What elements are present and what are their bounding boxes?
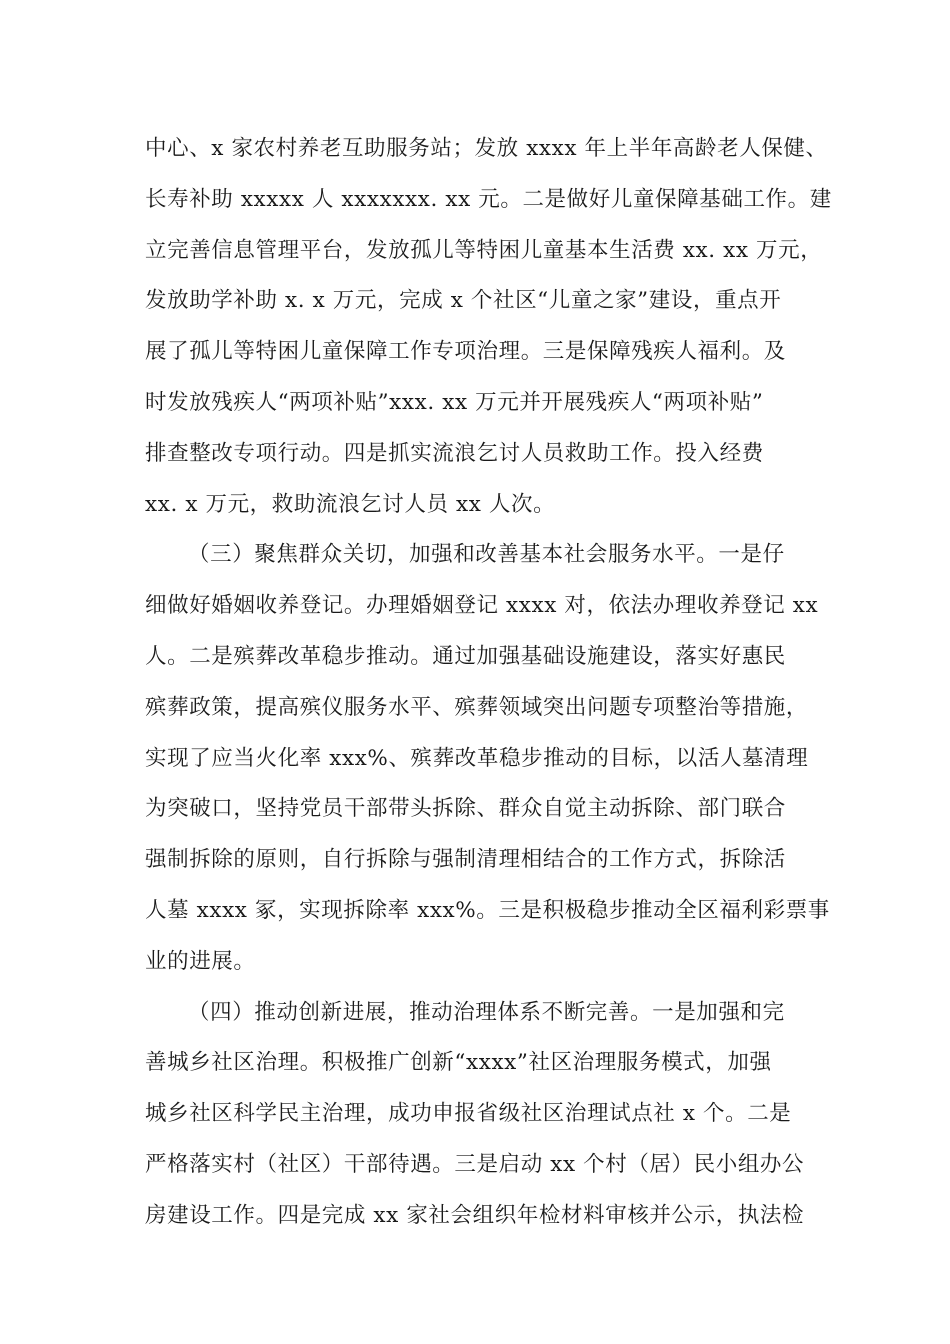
section-heading-line: （四）推动创新进展，推动治理体系不断完善。一是加强和完 — [188, 999, 785, 1025]
text-line: 中心、x 家农村养老互助服务站；发放 xxxx 年上半年高龄老人保健、 — [145, 136, 828, 161]
text-line: 时发放残疾人“两项补贴”xxx. xx 万元并开展残疾人“两项补贴” — [145, 389, 764, 415]
text-line: 人。二是殡葬改革稳步推动。通过加强基础设施建设，落实好惠民 — [145, 643, 786, 669]
text-line: 善城乡社区治理。积极推广创新“xxxx”社区治理服务模式，加强 — [145, 1050, 772, 1076]
text-line: 排查整改专项行动。四是抓实流浪乞讨人员救助工作。投入经费 — [145, 440, 764, 466]
text-line: 立完善信息管理平台，发放孤儿等特困儿童基本生活费 xx. xx 万元， — [145, 237, 823, 263]
text-line: 强制拆除的原则，自行拆除与强制清理相结合的工作方式，拆除活 — [145, 847, 786, 873]
text-line: 为突破口，坚持党员干部带头拆除、群众自觉主动拆除、部门联合 — [145, 796, 786, 822]
text-line: 实现了应当火化率 xxx%、殡葬改革稳步推动的目标，以活人墓清理 — [145, 745, 809, 771]
text-line: 人墓 xxxx 冢，实现拆除率 xxx%。三是积极稳步推动全区福利彩票事 — [145, 897, 830, 923]
text-line: 细做好婚姻收养登记。办理婚姻登记 xxxx 对，依法办理收养登记 xx — [145, 593, 819, 619]
text-line: xx. x 万元，救助流浪乞讨人员 xx 人次。 — [145, 491, 556, 517]
text-line: 严格落实村（社区）干部待遇。三是启动 xx 个村（居）民小组办公 — [145, 1151, 805, 1177]
text-line: 房建设工作。四是完成 xx 家社会组织年检材料审核并公示，执法检 — [145, 1202, 805, 1228]
text-line: 发放助学补助 x. x 万元，完成 x 个社区“儿童之家”建设，重点开 — [145, 288, 782, 314]
text-line: 展了孤儿等特困儿童保障工作专项治理。三是保障残疾人福利。及 — [145, 339, 786, 365]
section-heading-line: （三）聚焦群众关切，加强和改善基本社会服务水平。一是仔 — [188, 542, 785, 568]
text-line: 殡葬政策，提高殡仪服务水平、殡葬领域突出问题专项整治等措施， — [145, 694, 809, 720]
text-line: 长寿补助 xxxxx 人 xxxxxxx. xx 元。二是做好儿童保障基础工作。建 — [145, 186, 832, 212]
text-line: 城乡社区科学民主治理，成功申报省级社区治理试点社 x 个。二是 — [145, 1101, 792, 1127]
body-text — [145, 124, 835, 1242]
text-line: 业的进展。 — [145, 948, 256, 974]
